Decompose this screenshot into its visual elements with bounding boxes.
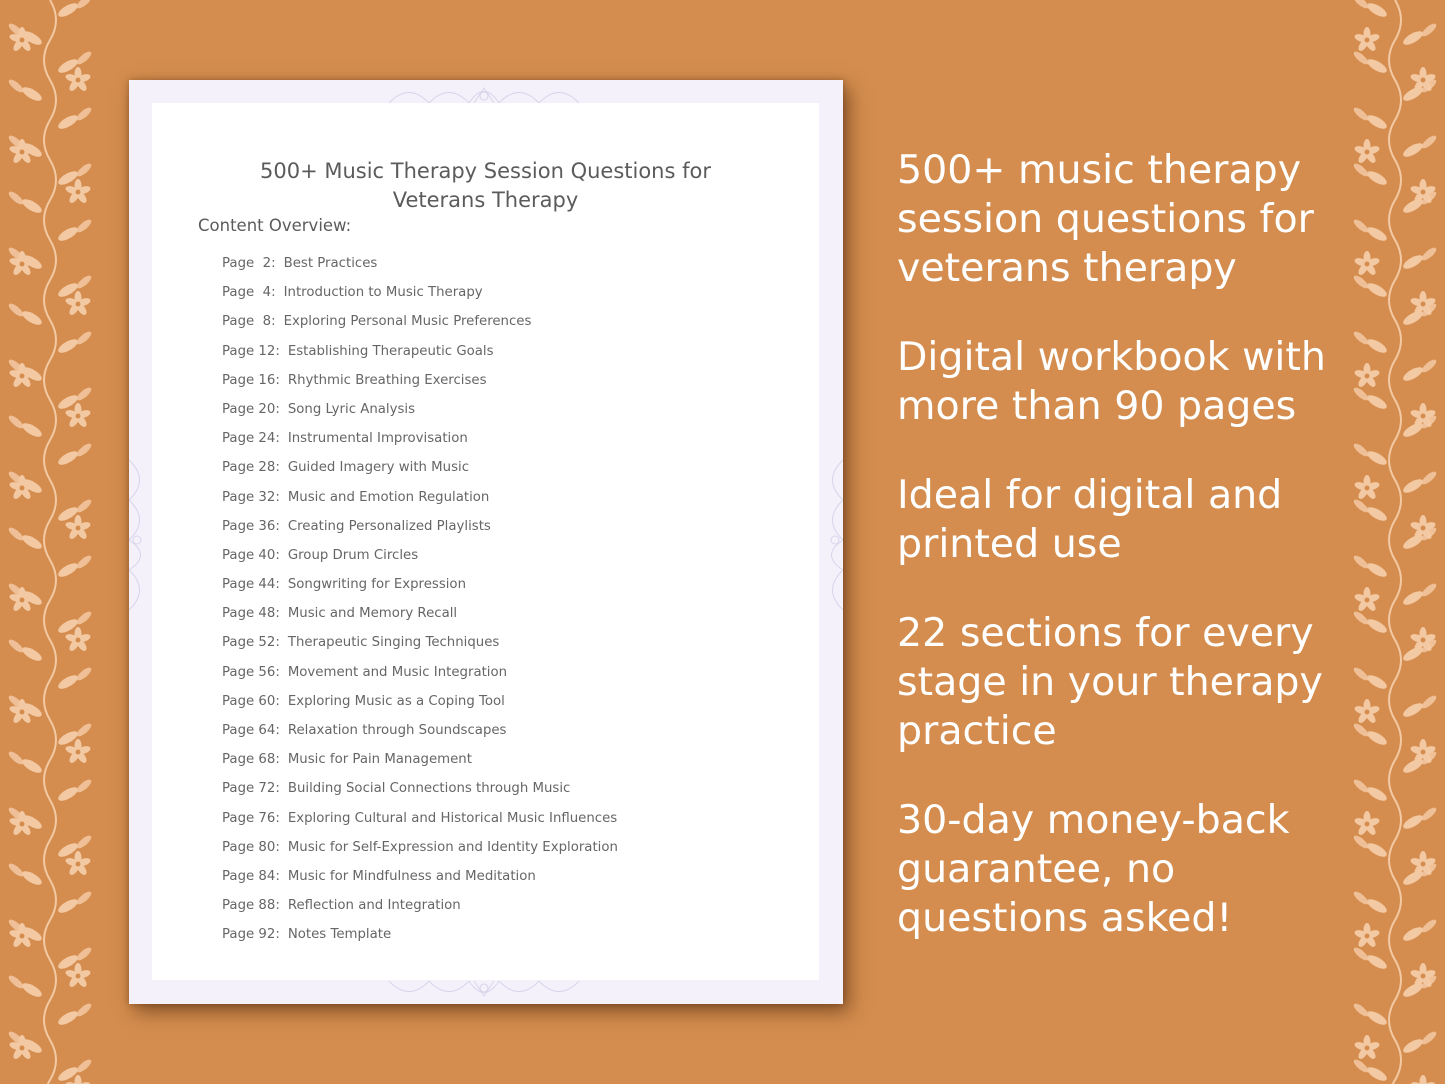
- toc-section-title: Introduction to Music Therapy: [283, 285, 483, 301]
- document-preview: [129, 80, 843, 1004]
- vine-stem: [1389, 0, 1401, 1084]
- feature-line: Digital workbook with: [897, 334, 1326, 380]
- feature-item: [897, 471, 1327, 569]
- toc-item: [222, 750, 618, 779]
- vine-flower-center: [76, 302, 81, 307]
- toc-page-number: Page 4:: [222, 285, 276, 301]
- toc-section-title: Exploring Personal Music Preferences: [283, 314, 532, 330]
- vine-leaf: [75, 554, 93, 571]
- toc-section-title: Guided Imagery with Music: [287, 460, 470, 476]
- toc-page-number: Page 72:: [222, 781, 280, 797]
- vine-leaf: [1401, 813, 1425, 832]
- vine-leaf: [56, 337, 80, 356]
- document-title-line-2: Veterans Therapy: [392, 188, 579, 212]
- vine-leaf: [1420, 918, 1438, 935]
- vine-flower-petal: [75, 1075, 82, 1084]
- toc-page-number: Page 76:: [222, 810, 280, 826]
- vine-leaf: [7, 526, 25, 543]
- vine-leaf: [7, 974, 25, 991]
- vine-leaf: [1401, 477, 1425, 496]
- vine-flower-center: [1365, 38, 1370, 43]
- toc-page-number: Page 48:: [222, 606, 280, 622]
- vine-leaf: [1401, 141, 1425, 160]
- feature-list: [897, 146, 1327, 983]
- vine-leaf: [1365, 785, 1389, 804]
- vine-leaf: [1365, 505, 1389, 524]
- vine-leaf: [75, 778, 93, 795]
- feature-item: [897, 146, 1327, 293]
- vine-leaf: [1365, 281, 1389, 300]
- vine-leaf: [1420, 470, 1438, 487]
- vine-leaf: [1352, 330, 1370, 347]
- toc-section-title: Movement and Music Integration: [287, 664, 508, 680]
- vine-flower-center: [20, 486, 25, 491]
- vine-leaf: [75, 106, 93, 123]
- vine-leaf: [7, 750, 25, 767]
- feature-line: 30-day money-back: [897, 797, 1290, 843]
- vine-leaf: [56, 785, 80, 804]
- toc-item: [222, 663, 618, 692]
- toc-section-title: Therapeutic Singing Techniques: [287, 635, 500, 651]
- toc-item: [222, 400, 618, 429]
- vine-leaf: [1365, 953, 1389, 972]
- toc-item: [222, 429, 618, 458]
- document-title-line-1: 500+ Music Therapy Session Questions for: [260, 159, 711, 183]
- toc-item: [222, 283, 618, 312]
- vine-flower-center: [1365, 822, 1370, 827]
- vine-leaf: [1352, 890, 1370, 907]
- vine-flower-center: [1421, 414, 1426, 419]
- vine-flower-center: [1365, 1046, 1370, 1051]
- table-of-contents: [222, 254, 618, 955]
- vine-leaf: [1352, 666, 1370, 683]
- feature-line: session questions for: [897, 196, 1314, 242]
- toc-item: [222, 809, 618, 838]
- vine-leaf: [75, 274, 93, 291]
- vine-leaf: [1352, 274, 1370, 291]
- vine-leaf: [20, 309, 44, 328]
- vine-flower-center: [20, 150, 25, 155]
- vine-leaf: [7, 190, 25, 207]
- vine-leaf: [20, 869, 44, 888]
- toc-page-number: Page 68:: [222, 752, 280, 768]
- vine-flower-center: [1421, 974, 1426, 979]
- vine-leaf: [20, 645, 44, 664]
- vine-flower-center: [76, 526, 81, 531]
- toc-item: [222, 488, 618, 517]
- toc-page-number: Page 64:: [222, 723, 280, 738]
- vine-leaf: [1352, 722, 1370, 739]
- vine-leaf: [7, 302, 25, 319]
- vine-leaf: [1420, 806, 1438, 823]
- feature-line: Ideal for digital and: [897, 472, 1283, 518]
- toc-page-number: Page 44:: [222, 577, 280, 593]
- vine-leaf: [1352, 946, 1370, 963]
- vine-leaf: [20, 85, 44, 104]
- vine-leaf: [1352, 1058, 1370, 1075]
- toc-item: [222, 692, 618, 721]
- vine-leaf: [56, 1, 80, 20]
- vine-flower-center: [76, 638, 81, 643]
- toc-section-title: Group Drum Circles: [287, 547, 419, 563]
- vine-flower-center: [20, 262, 25, 267]
- feature-item: [897, 796, 1327, 943]
- vine-flower-center: [20, 38, 25, 43]
- vine-flower-center: [20, 598, 25, 603]
- vine-leaf: [75, 946, 93, 963]
- vine-flower-center: [1421, 526, 1426, 531]
- vine-leaf: [1352, 50, 1370, 67]
- toc-section-title: Music for Pain Management: [287, 752, 472, 768]
- vine-flower-center: [76, 750, 81, 755]
- vine-flower-center: [76, 974, 81, 979]
- feature-line: 22 sections for every: [897, 610, 1314, 656]
- vine-flower-center: [1421, 302, 1426, 307]
- mandala-right-icon: [820, 450, 843, 630]
- toc-item: [222, 342, 618, 371]
- toc-section-title: Exploring Music as a Coping Tool: [287, 693, 505, 709]
- vine-flower-center: [76, 414, 81, 419]
- vine-flower-center: [20, 374, 25, 379]
- feature-line: practice: [897, 708, 1057, 754]
- mandala-left-icon: [129, 450, 152, 630]
- vine-flower-center: [1421, 78, 1426, 83]
- toc-page-number: Page 52:: [222, 635, 280, 651]
- feature-item: [897, 609, 1327, 756]
- vine-leaf: [56, 897, 80, 916]
- vine-leaf: [1365, 561, 1389, 580]
- vine-leaf: [20, 197, 44, 216]
- vine-leaf: [7, 862, 25, 879]
- vine-leaf: [1365, 337, 1389, 356]
- toc-item: [222, 838, 618, 867]
- floral-vine-right-icon: [1345, 0, 1445, 1084]
- vine-leaf: [1420, 134, 1438, 151]
- vine-leaf: [1420, 246, 1438, 263]
- vine-leaf: [56, 673, 80, 692]
- vine-flower-center: [1421, 862, 1426, 867]
- vine-leaf: [1352, 1002, 1370, 1019]
- vine-leaf: [1401, 925, 1425, 944]
- toc-item: [222, 779, 618, 808]
- toc-section-title: Rhythmic Breathing Exercises: [287, 372, 487, 388]
- toc-section-title: Instrumental Improvisation: [287, 431, 468, 447]
- mandala-top-icon: [379, 80, 589, 103]
- vine-flower-center: [20, 710, 25, 715]
- vine-leaf: [56, 1009, 80, 1028]
- vine-leaf: [1365, 1, 1389, 20]
- vine-flower-center: [1365, 598, 1370, 603]
- vine-leaf: [75, 442, 93, 459]
- vine-flower-center: [1421, 750, 1426, 755]
- mandala-bottom-icon: [379, 981, 589, 1004]
- vine-stem: [44, 0, 56, 1084]
- toc-section-title: Reflection and Integration: [287, 898, 461, 914]
- toc-item: [222, 925, 618, 954]
- vine-leaf: [1365, 169, 1389, 188]
- toc-page-number: Page 16:: [222, 372, 280, 388]
- toc-item: [222, 604, 618, 633]
- toc-section-title: Songwriting for Expression: [287, 577, 466, 593]
- vine-leaf: [1352, 610, 1370, 627]
- toc-page-number: Page 88:: [222, 898, 280, 914]
- toc-section-title: Establishing Therapeutic Goals: [287, 343, 494, 359]
- vine-leaf: [1401, 365, 1425, 384]
- vine-leaf: [75, 162, 93, 179]
- vine-flower-center: [76, 190, 81, 195]
- vine-leaf: [1365, 393, 1389, 412]
- document-page: [152, 103, 819, 980]
- toc-page-number: Page 40:: [222, 547, 280, 563]
- vine-leaf: [7, 414, 25, 431]
- floral-vine-left-icon: [0, 0, 100, 1084]
- vine-leaf: [1401, 29, 1425, 48]
- vine-flower-center: [76, 78, 81, 83]
- toc-item: [222, 546, 618, 575]
- vine-leaf: [1352, 834, 1370, 851]
- vine-flower-petal: [1420, 1075, 1427, 1084]
- vine-leaf: [75, 834, 93, 851]
- vine-leaf: [1352, 778, 1370, 795]
- vine-leaf: [56, 561, 80, 580]
- vine-leaf: [1352, 554, 1370, 571]
- vine-leaf: [75, 498, 93, 515]
- toc-page-number: Page 24:: [222, 431, 280, 447]
- vine-leaf: [1420, 358, 1438, 375]
- vine-leaf: [1401, 1037, 1425, 1056]
- vine-flower-center: [1365, 710, 1370, 715]
- toc-item: [222, 458, 618, 487]
- vine-leaf: [1420, 22, 1438, 39]
- toc-section-title: Relaxation through Soundscapes: [287, 723, 507, 738]
- vine-leaf: [75, 386, 93, 403]
- toc-item: [222, 721, 618, 750]
- toc-page-number: Page 60:: [222, 693, 280, 709]
- toc-page-number: Page 8:: [222, 314, 276, 330]
- vine-leaf: [1365, 673, 1389, 692]
- document-title: [152, 157, 819, 215]
- vine-leaf: [75, 0, 93, 10]
- toc-item: [222, 254, 618, 283]
- toc-section-title: Notes Template: [287, 927, 392, 943]
- vine-leaf: [75, 1002, 93, 1019]
- vine-flower-center: [1421, 638, 1426, 643]
- vine-flower-center: [1365, 374, 1370, 379]
- vine-leaf: [1365, 1065, 1389, 1084]
- vine-leaf: [1365, 1009, 1389, 1028]
- vine-leaf: [1365, 841, 1389, 860]
- feature-line: more than 90 pages: [897, 383, 1297, 429]
- vine-leaf: [75, 722, 93, 739]
- vine-leaf: [1401, 253, 1425, 272]
- vine-leaf: [1352, 218, 1370, 235]
- vine-leaf: [1365, 449, 1389, 468]
- vine-leaf: [1352, 498, 1370, 515]
- vine-leaf: [1420, 1030, 1438, 1047]
- toc-page-number: Page 36:: [222, 518, 280, 534]
- vine-leaf: [1352, 0, 1370, 10]
- toc-section-title: Song Lyric Analysis: [287, 401, 416, 417]
- toc-page-number: Page 2:: [222, 256, 276, 271]
- toc-section-title: Building Social Connections through Music: [287, 781, 571, 797]
- vine-leaf: [1352, 386, 1370, 403]
- toc-section-title: Music and Memory Recall: [287, 606, 458, 622]
- toc-page-number: Page 84:: [222, 868, 280, 884]
- vine-leaf: [1401, 589, 1425, 608]
- toc-page-number: Page 28:: [222, 460, 280, 476]
- toc-page-number: Page 12:: [222, 343, 280, 359]
- feature-line: stage in your therapy: [897, 659, 1323, 705]
- vine-leaf: [1365, 897, 1389, 916]
- vine-leaf: [75, 218, 93, 235]
- toc-page-number: Page 80:: [222, 839, 280, 855]
- toc-section-title: Music for Self-Expression and Identity Exploration: [287, 839, 618, 855]
- feature-line: printed use: [897, 521, 1122, 567]
- toc-section-title: Best Practices: [283, 256, 378, 271]
- vine-leaf: [1420, 694, 1438, 711]
- feature-line: questions asked!: [897, 895, 1233, 941]
- vine-leaf: [1365, 113, 1389, 132]
- feature-line: 500+ music therapy: [897, 147, 1302, 193]
- toc-item: [222, 517, 618, 546]
- vine-leaf: [1365, 225, 1389, 244]
- feature-line: veterans therapy: [897, 245, 1237, 291]
- toc-page-number: Page 20:: [222, 401, 280, 417]
- vine-leaf: [75, 610, 93, 627]
- vine-leaf: [75, 666, 93, 683]
- toc-page-number: Page 92:: [222, 927, 280, 943]
- toc-section-title: Music and Emotion Regulation: [287, 489, 490, 505]
- toc-section-title: Music for Mindfulness and Meditation: [287, 868, 536, 884]
- vine-leaf: [56, 449, 80, 468]
- vine-leaf: [7, 638, 25, 655]
- content-overview-label: Content Overview:: [198, 216, 352, 235]
- toc-item: [222, 633, 618, 662]
- vine-flower-center: [1365, 150, 1370, 155]
- vine-leaf: [75, 890, 93, 907]
- vine-leaf: [1352, 106, 1370, 123]
- vine-leaf: [1352, 162, 1370, 179]
- vine-leaf: [1365, 729, 1389, 748]
- toc-section-title: Creating Personalized Playlists: [287, 518, 491, 534]
- vine-flower-center: [1421, 190, 1426, 195]
- vine-leaf: [20, 533, 44, 552]
- vine-leaf: [7, 78, 25, 95]
- vine-leaf: [1401, 701, 1425, 720]
- vine-leaf: [1365, 617, 1389, 636]
- toc-item: [222, 896, 618, 925]
- vine-flower-center: [1365, 262, 1370, 267]
- vine-leaf: [56, 113, 80, 132]
- vine-leaf: [20, 757, 44, 776]
- toc-item: [222, 371, 618, 400]
- vine-flower-center: [1365, 486, 1370, 491]
- vine-flower-center: [1365, 934, 1370, 939]
- vine-leaf: [75, 50, 93, 67]
- feature-line: guarantee, no: [897, 846, 1176, 892]
- vine-leaf: [20, 981, 44, 1000]
- vine-flower-center: [20, 822, 25, 827]
- vine-leaf: [75, 1058, 93, 1075]
- vine-leaf: [1352, 442, 1370, 459]
- toc-item: [222, 575, 618, 604]
- toc-page-number: Page 32:: [222, 489, 280, 505]
- vine-leaf: [75, 330, 93, 347]
- feature-item: [897, 333, 1327, 431]
- toc-section-title: Exploring Cultural and Historical Music Influences: [287, 810, 618, 826]
- vine-leaf: [1365, 57, 1389, 76]
- toc-item: [222, 312, 618, 341]
- vine-flower-center: [20, 934, 25, 939]
- vine-leaf: [1420, 582, 1438, 599]
- vine-leaf: [56, 225, 80, 244]
- vine-flower-center: [20, 1046, 25, 1051]
- toc-page-number: Page 56:: [222, 664, 280, 680]
- vine-leaf: [20, 421, 44, 440]
- toc-item: [222, 867, 618, 896]
- vine-flower-center: [76, 862, 81, 867]
